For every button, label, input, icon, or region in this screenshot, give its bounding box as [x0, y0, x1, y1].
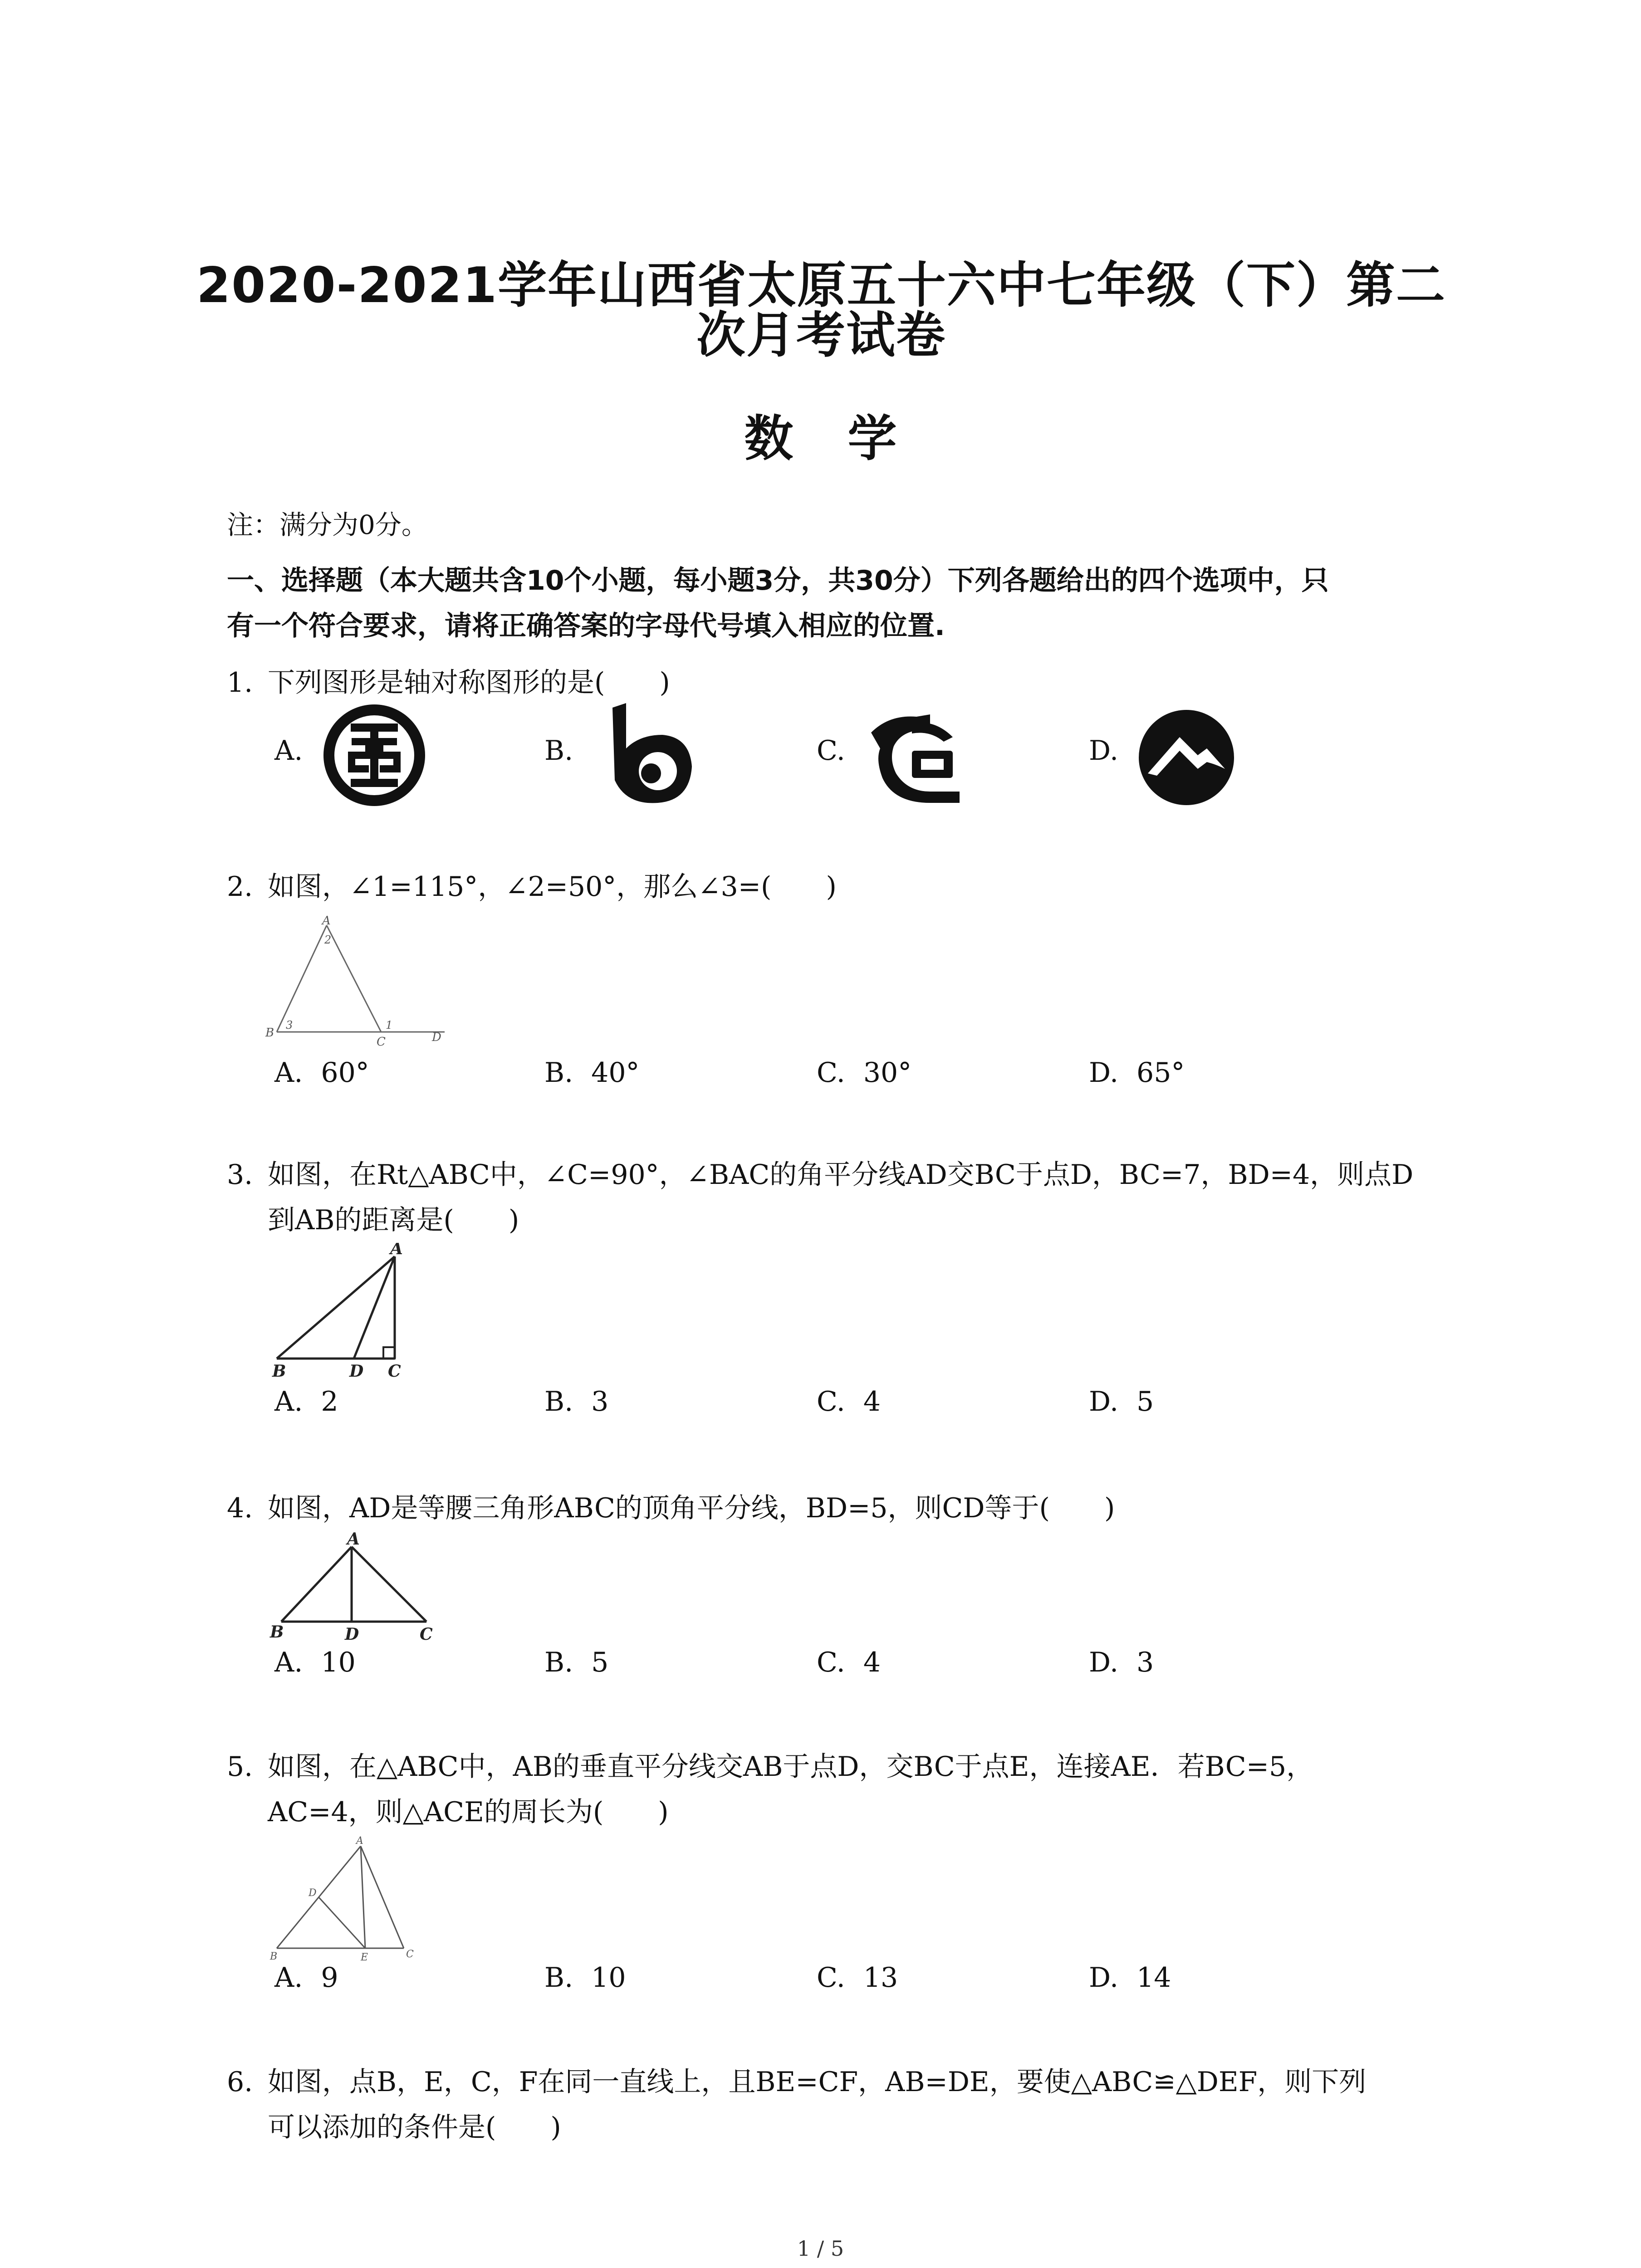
q5-option-a[interactable]: [274, 1962, 338, 1994]
point-a-label: A: [347, 1530, 360, 1549]
point-c-label: C: [420, 1625, 433, 1642]
q4-isosceles-triangle-figure: [263, 1529, 445, 1642]
question-2: [227, 864, 1447, 909]
question-number: 6.: [227, 2066, 253, 2098]
section1-instructions-line2: 有一个符合要求，请将正确答案的字母代号填入相应的位置.: [227, 610, 945, 642]
q1-option-b[interactable]: [544, 735, 591, 767]
option-label: B.: [544, 1962, 573, 1994]
question-4: [227, 1486, 1447, 1531]
option-label: A.: [274, 1647, 303, 1678]
option-value: 3: [591, 1386, 609, 1418]
option-label: B.: [544, 1386, 573, 1418]
option-label: C.: [817, 735, 845, 767]
option-value: 10: [591, 1962, 626, 1994]
option-value: 3: [1136, 1647, 1154, 1678]
point-d-label: D: [432, 1031, 441, 1044]
point-b-label: B: [270, 1951, 278, 1962]
q5-triangle-figure: [263, 1833, 426, 1964]
option-label: A.: [274, 1386, 303, 1418]
question-number: 3.: [227, 1159, 253, 1191]
q1-logo-c-icon: [862, 705, 971, 810]
point-d-label: D: [349, 1362, 364, 1379]
point-c-label: C: [377, 1035, 386, 1048]
q5-option-d[interactable]: [1089, 1962, 1171, 1994]
question-text-line1: 如图，点B，E，C，F在同一直线上，且BE=CF，AB=DE，要使△ABC≌△DEF，则下列: [268, 2066, 1367, 2098]
option-label: C.: [817, 1057, 845, 1089]
point-d-label: D: [309, 1887, 317, 1899]
question-text: 如图，AD是等腰三角形ABC的顶角平分线，BD=5，则CD等于( ): [268, 1492, 1115, 1524]
question-text-line2: AC=4，则△ACE的周长为( ): [268, 1796, 669, 1828]
question-3: [227, 1152, 1447, 1243]
question-number: 5.: [227, 1751, 253, 1783]
question-text-line2: 可以添加的条件是( ): [268, 2112, 561, 2143]
point-c-label: C: [388, 1362, 401, 1379]
point-a-label: A: [390, 1243, 403, 1258]
q5-option-b[interactable]: [544, 1962, 626, 1994]
option-value: 5: [1136, 1386, 1154, 1418]
option-value: 4: [863, 1386, 881, 1418]
question-number: 2.: [227, 871, 253, 903]
question-text: 下列图形是轴对称图形的是( ): [268, 667, 670, 699]
option-label: D.: [1089, 1057, 1119, 1089]
section1-instructions-line1: 一、选择题（本大题共含10个小题，每小题3分，共30分）下列各题给出的四个选项中，只: [227, 565, 1329, 596]
option-value: 2: [321, 1386, 338, 1418]
option-value: 40°: [591, 1057, 640, 1089]
option-value: 4: [863, 1647, 881, 1678]
q1-option-a[interactable]: [274, 735, 321, 767]
option-value: 60°: [321, 1057, 369, 1089]
exam-title-line1: 2020-2021学年山西省太原五十六中七年级（下）第二: [196, 257, 1446, 314]
q1-option-c[interactable]: [817, 735, 863, 767]
option-value: 14: [1136, 1962, 1171, 1994]
page-number: 1 / 5: [797, 2236, 844, 2261]
point-d-label: D: [345, 1625, 359, 1642]
option-value: 30°: [863, 1057, 912, 1089]
q5-option-c[interactable]: [817, 1962, 898, 1994]
question-text: 如图，∠1=115°，∠2=50°，那么∠3=( ): [268, 871, 837, 903]
option-label: B.: [544, 735, 573, 767]
option-label: A.: [274, 1962, 303, 1994]
q2-option-b[interactable]: [544, 1057, 640, 1089]
option-label: B.: [544, 1057, 573, 1089]
option-label: A.: [274, 1057, 303, 1089]
exam-title-line2: 次月考试卷: [696, 307, 946, 364]
q2-option-d[interactable]: [1089, 1057, 1185, 1089]
q3-right-triangle-figure: [263, 1243, 417, 1379]
question-5: [227, 1744, 1447, 1835]
q4-option-b[interactable]: [544, 1647, 608, 1678]
q1-logo-a-icon: [320, 701, 429, 810]
option-label: B.: [544, 1647, 573, 1678]
q3-option-c[interactable]: [817, 1386, 881, 1418]
question-6: [227, 2059, 1447, 2150]
q1-option-d[interactable]: [1089, 735, 1136, 767]
point-b-label: B: [270, 1623, 284, 1642]
option-label: D.: [1089, 1386, 1119, 1418]
q4-option-a[interactable]: [274, 1647, 356, 1678]
option-value: 9: [321, 1962, 338, 1994]
option-label: C.: [817, 1962, 845, 1994]
point-e-label: E: [361, 1952, 368, 1963]
option-label: C.: [817, 1647, 845, 1678]
point-c-label: C: [406, 1949, 414, 1960]
q3-option-a[interactable]: [274, 1386, 338, 1418]
option-value: 10: [321, 1647, 356, 1678]
q3-option-d[interactable]: [1089, 1386, 1154, 1418]
question-text-line1: 如图，在Rt△ABC中，∠C=90°，∠BAC的角平分线AD交BC于点D，BC=7，BD=4，则点D: [268, 1159, 1414, 1191]
option-label: D.: [1089, 735, 1119, 767]
question-number: 1.: [227, 667, 253, 699]
q4-option-c[interactable]: [817, 1647, 881, 1678]
question-1: [227, 660, 1447, 705]
angle-3-label: 3: [286, 1019, 293, 1031]
q4-option-d[interactable]: [1089, 1647, 1154, 1678]
q1-logo-b-icon: [594, 699, 703, 812]
subject-heading: 数学: [744, 411, 951, 467]
angle-1-label: 1: [386, 1019, 393, 1031]
point-a-label: A: [322, 914, 331, 928]
score-note: 注：满分为0分。: [227, 509, 428, 540]
q1-logo-d-icon: [1134, 705, 1239, 810]
question-number: 4.: [227, 1492, 253, 1524]
angle-2-label: 2: [324, 934, 332, 946]
option-label: D.: [1089, 1962, 1119, 1994]
question-text-line2: 到AB的距离是( ): [268, 1204, 519, 1236]
option-label: D.: [1089, 1647, 1119, 1678]
q3-option-b[interactable]: [544, 1386, 608, 1418]
q2-option-a[interactable]: [274, 1057, 369, 1089]
point-a-label: A: [356, 1835, 363, 1847]
q2-triangle-figure: [263, 912, 454, 1048]
option-label: C.: [817, 1386, 845, 1418]
question-text-line1: 如图，在△ABC中，AB的垂直平分线交AB于点D，交BC于点E，连接AE．若BC=5，: [268, 1751, 1314, 1783]
point-b-label: B: [265, 1026, 274, 1040]
option-value: 5: [591, 1647, 609, 1678]
option-value: 65°: [1136, 1057, 1185, 1089]
option-label: A.: [274, 735, 303, 767]
option-value: 13: [863, 1962, 898, 1994]
point-b-label: B: [272, 1362, 286, 1379]
q2-option-c[interactable]: [817, 1057, 911, 1089]
